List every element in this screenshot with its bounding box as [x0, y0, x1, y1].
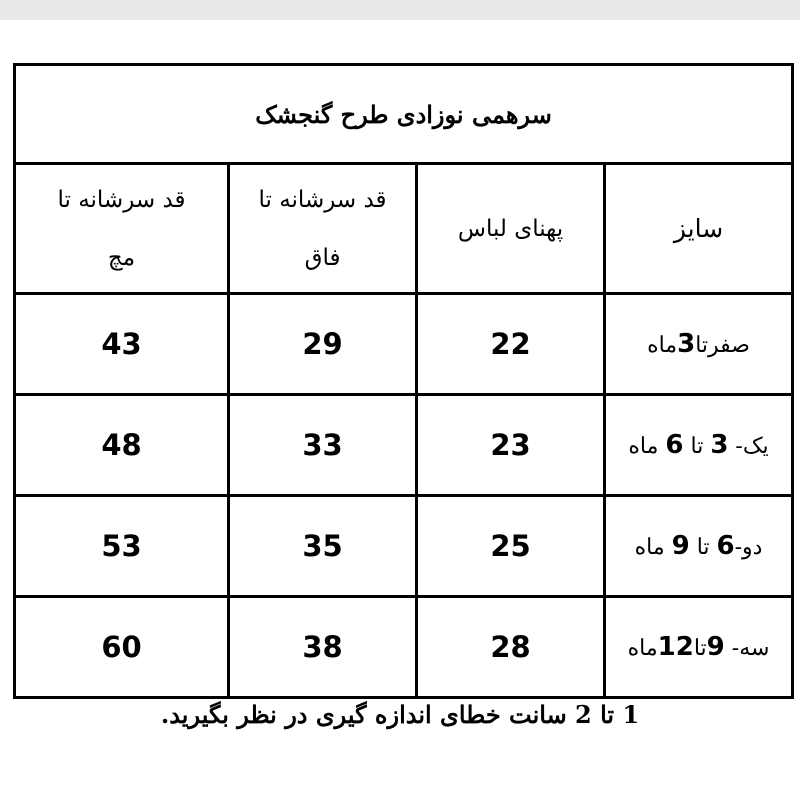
size-text: تا: [693, 636, 707, 661]
width-value: 28: [417, 597, 605, 698]
shoulder-to-wrist-value: 43: [15, 294, 229, 395]
table-title: سرهمی نوزادی طرح گنجشک: [15, 65, 793, 164]
header-shoulder-to-crotch: [229, 164, 417, 294]
note-number: 1: [622, 700, 640, 729]
size-label: [605, 496, 793, 597]
size-number: 3: [710, 430, 729, 460]
size-label: [605, 395, 793, 496]
top-strip: [0, 0, 800, 20]
size-number: 9: [706, 632, 725, 662]
note-number: 2: [575, 700, 592, 729]
table-row: [15, 597, 793, 698]
table-row: [15, 496, 793, 597]
size-number: 9: [671, 531, 690, 561]
size-text: ماه: [627, 636, 658, 661]
shoulder-to-crotch-value: 29: [229, 294, 417, 395]
header-width: پهنای لباس: [417, 164, 605, 294]
width-value: 25: [417, 496, 605, 597]
size-text: ماه: [628, 434, 666, 459]
size-label: [605, 597, 793, 698]
header-shoulder-to-crotch-line2: فاق: [304, 244, 341, 271]
note-text: تا: [591, 700, 623, 729]
shoulder-to-wrist-value: 48: [15, 395, 229, 496]
size-text: سه-: [724, 636, 770, 661]
size-label: [605, 294, 793, 395]
shoulder-to-crotch-value: 33: [229, 395, 417, 496]
size-text: یک-: [728, 434, 769, 459]
header-row: [15, 164, 793, 294]
size-text: صفرتا: [695, 333, 750, 358]
size-number: 6: [665, 430, 684, 460]
size-number: 12: [657, 632, 694, 662]
table-row: [15, 294, 793, 395]
measurement-note: [0, 700, 800, 729]
size-text: تا: [683, 434, 711, 459]
shoulder-to-wrist-value: 60: [15, 597, 229, 698]
shoulder-to-crotch-value: 38: [229, 597, 417, 698]
size-table: [13, 63, 794, 699]
header-shoulder-to-wrist: [15, 164, 229, 294]
title-row: [15, 65, 793, 164]
width-value: 22: [417, 294, 605, 395]
table-row: [15, 395, 793, 496]
header-shoulder-to-wrist-line2: مچ: [107, 244, 136, 271]
width-value: 23: [417, 395, 605, 496]
shoulder-to-crotch-value: 35: [229, 496, 417, 597]
size-number: 6: [716, 531, 735, 561]
size-text: دو-: [734, 535, 763, 560]
size-text: تا: [689, 535, 717, 560]
note-text: سانت خطای اندازه گیری در نظر بگیرید.: [160, 700, 576, 729]
shoulder-to-wrist-value: 53: [15, 496, 229, 597]
header-shoulder-to-wrist-line1: قد سرشانه تا: [57, 186, 186, 213]
size-number: 3: [677, 329, 696, 359]
size-text: ماه: [647, 333, 678, 358]
header-shoulder-to-crotch-line1: قد سرشانه تا: [258, 186, 387, 213]
header-size: سایز: [605, 164, 793, 294]
size-text: ماه: [634, 535, 672, 560]
